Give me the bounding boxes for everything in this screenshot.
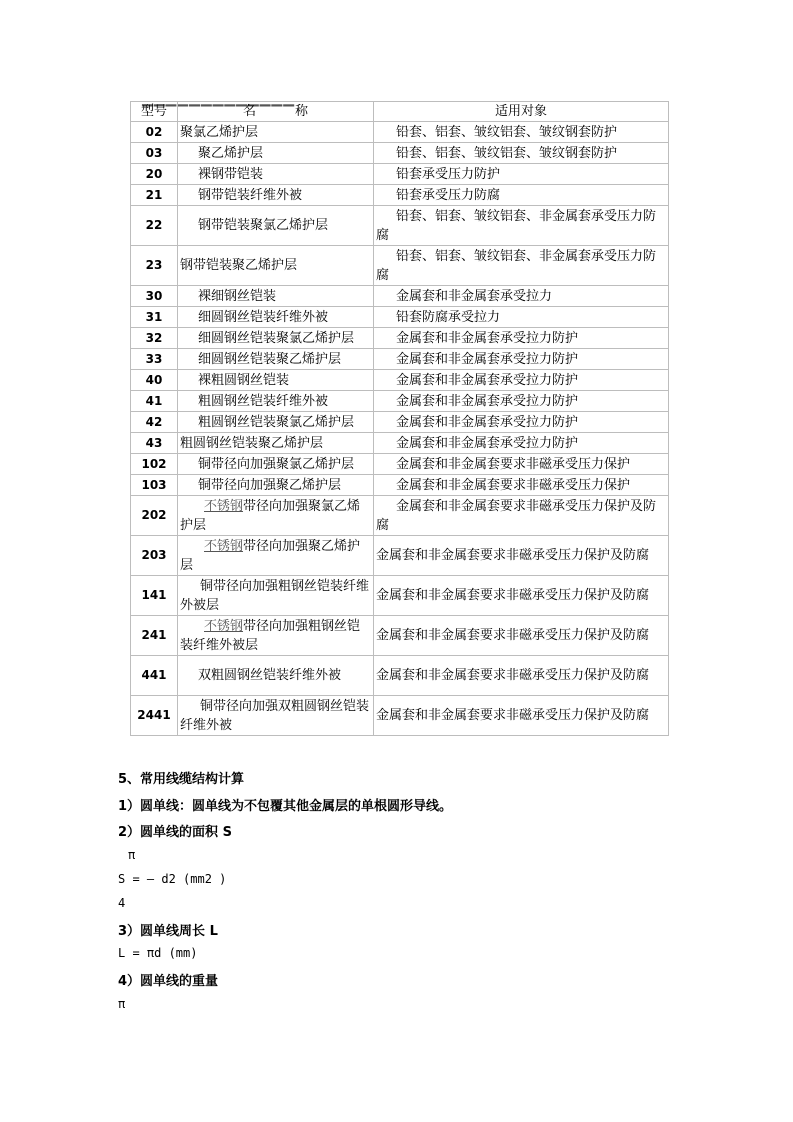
table-row <box>131 496 669 536</box>
model-cell: 441 <box>131 656 178 696</box>
name-cell <box>178 616 374 656</box>
stainless-steel-link[interactable]: 不锈钢 <box>204 498 244 514</box>
name-cell: 粗圆钢丝铠装聚乙烯护层 <box>178 433 374 454</box>
table-row <box>131 349 669 370</box>
stainless-steel-link[interactable]: 不锈钢 <box>204 538 244 554</box>
use-cell: 铅套、铝套、皱纹铝套、非金属套承受压力防腐 <box>374 206 669 246</box>
name-cell: 铜带径向加强粗钢丝铠装纤维外被层 <box>178 576 374 616</box>
name-cell: 钢带铠装纤维外被 <box>178 185 374 206</box>
name-cell: 钢带铠装聚氯乙烯护层 <box>178 206 374 246</box>
name-cell: 铜带径向加强聚氯乙烯护层 <box>178 454 374 475</box>
model-cell: 31 <box>131 307 178 328</box>
use-cell: 金属套和非金属套要求非磁承受压力保护及防腐 <box>374 496 669 536</box>
name-cell: 粗圆钢丝铠装聚氯乙烯护层 <box>178 412 374 433</box>
use-cell: 铅套承受压力防腐 <box>374 185 669 206</box>
perimeter-formula: L = πd (mm) <box>118 946 198 960</box>
use-cell: 金属套和非金属套承受拉力防护 <box>374 391 669 412</box>
name-cell: 铜带径向加强双粗圆钢丝铠装纤维外被 <box>178 696 374 736</box>
table-row <box>131 656 669 696</box>
model-cell: 20 <box>131 164 178 185</box>
name-cell: 裸钢带铠装 <box>178 164 374 185</box>
table-row <box>131 328 669 349</box>
use-cell: 金属套和非金属套承受拉力 <box>374 286 669 307</box>
model-cell: 33 <box>131 349 178 370</box>
model-cell: 241 <box>131 616 178 656</box>
use-cell: 铅套、铝套、皱纹铝套、皱纹钢套防护 <box>374 143 669 164</box>
use-cell: 金属套和非金属套要求非磁承受压力保护 <box>374 475 669 496</box>
table-row <box>131 576 669 616</box>
name-cell: 细圆钢丝铠装纤维外被 <box>178 307 374 328</box>
use-cell: 金属套和非金属套承受拉力防护 <box>374 370 669 391</box>
table-row <box>131 696 669 736</box>
name-rest: 带径向加强聚氯乙烯护层 <box>180 498 361 533</box>
use-cell: 金属套和非金属套要求非磁承受压力保护及防腐 <box>374 656 669 696</box>
name-cell <box>178 496 374 536</box>
section-heading: 5、常用线缆结构计算 <box>118 772 245 787</box>
name-rest: 带径向加强聚乙烯护层 <box>180 538 361 573</box>
table-row <box>131 616 669 656</box>
model-cell: 22 <box>131 206 178 246</box>
model-cell: 02 <box>131 122 178 143</box>
table-row <box>131 286 669 307</box>
model-cell: 41 <box>131 391 178 412</box>
model-cell: 30 <box>131 286 178 307</box>
model-cell: 23 <box>131 246 178 286</box>
table-row <box>131 391 669 412</box>
model-cell: 43 <box>131 433 178 454</box>
name-cell: 细圆钢丝铠装聚乙烯护层 <box>178 349 374 370</box>
round-wire-weight-heading: 4）圆单线的重量 <box>118 974 219 989</box>
model-cell: 40 <box>131 370 178 391</box>
name-cell: 粗圆钢丝铠装纤维外被 <box>178 391 374 412</box>
name-cell: 聚氯乙烯护层 <box>178 122 374 143</box>
area-formula: S = — d2 (mm2 ) <box>118 872 227 886</box>
round-wire-area-heading: 2）圆单线的面积 S <box>118 825 232 840</box>
table-row <box>131 122 669 143</box>
table-row <box>131 433 669 454</box>
name-cell: 铜带径向加强聚乙烯护层 <box>178 475 374 496</box>
name-cell <box>178 536 374 576</box>
table-row <box>131 454 669 475</box>
model-cell: 21 <box>131 185 178 206</box>
table-row <box>131 164 669 185</box>
round-wire-perimeter-heading: 3）圆单线周长 L <box>118 924 218 939</box>
model-cell: 202 <box>131 496 178 536</box>
table-row <box>131 185 669 206</box>
use-cell: 金属套和非金属套要求非磁承受压力保护及防腐 <box>374 536 669 576</box>
model-cell: 102 <box>131 454 178 475</box>
table-row <box>131 412 669 433</box>
model-cell: 2441 <box>131 696 178 736</box>
pi-symbol: π <box>118 997 126 1011</box>
header-model: 型号 <box>131 102 178 122</box>
use-cell: 铅套防腐承受拉力 <box>374 307 669 328</box>
use-cell: 铅套承受压力防护 <box>374 164 669 185</box>
model-cell: 32 <box>131 328 178 349</box>
header-name: 名 称 <box>178 102 374 122</box>
round-wire-definition: 1）圆单线：圆单线为不包覆其他金属层的单根圆形导线。 <box>118 799 453 814</box>
pi-symbol: π <box>128 848 136 862</box>
table-row <box>131 370 669 391</box>
use-cell: 铅套、铝套、皱纹铝套、非金属套承受压力防腐 <box>374 246 669 286</box>
model-cell: 42 <box>131 412 178 433</box>
name-cell: 裸粗圆钢丝铠装 <box>178 370 374 391</box>
stainless-steel-link[interactable]: 不锈钢 <box>204 618 244 634</box>
model-cell: 203 <box>131 536 178 576</box>
model-cell: 141 <box>131 576 178 616</box>
use-cell: 金属套和非金属套承受拉力防护 <box>374 412 669 433</box>
name-cell: 裸细钢丝铠装 <box>178 286 374 307</box>
area-denominator: 4 <box>118 896 126 910</box>
use-cell: 金属套和非金属套要求非磁承受压力保护及防腐 <box>374 576 669 616</box>
table-row <box>131 536 669 576</box>
table-row <box>131 307 669 328</box>
name-cell: 聚乙烯护层 <box>178 143 374 164</box>
table-header-row <box>131 102 669 122</box>
table-row <box>131 475 669 496</box>
table-row <box>131 206 669 246</box>
table-row <box>131 143 669 164</box>
model-cell: 03 <box>131 143 178 164</box>
table-row <box>131 246 669 286</box>
header-use: 适用对象 <box>374 102 669 122</box>
use-cell: 金属套和非金属套承受拉力防护 <box>374 433 669 454</box>
cropped-caption-fragment: ▁▁▁▁▁▁▁▁▁▁▁▁▁ <box>142 91 295 107</box>
name-cell: 双粗圆钢丝铠装纤维外被 <box>178 656 374 696</box>
use-cell: 铅套、铝套、皱纹铝套、皱纹钢套防护 <box>374 122 669 143</box>
use-cell: 金属套和非金属套要求非磁承受压力保护 <box>374 454 669 475</box>
name-rest: 带径向加强粗钢丝铠装纤维外被层 <box>180 618 361 653</box>
use-cell: 金属套和非金属套承受拉力防护 <box>374 328 669 349</box>
name-cell: 钢带铠装聚乙烯护层 <box>178 246 374 286</box>
use-cell: 金属套和非金属套要求非磁承受压力保护及防腐 <box>374 696 669 736</box>
use-cell: 金属套和非金属套承受拉力防护 <box>374 349 669 370</box>
armor-type-table <box>130 101 669 736</box>
name-cell: 细圆钢丝铠装聚氯乙烯护层 <box>178 328 374 349</box>
use-cell: 金属套和非金属套要求非磁承受压力保护及防腐 <box>374 616 669 656</box>
model-cell: 103 <box>131 475 178 496</box>
